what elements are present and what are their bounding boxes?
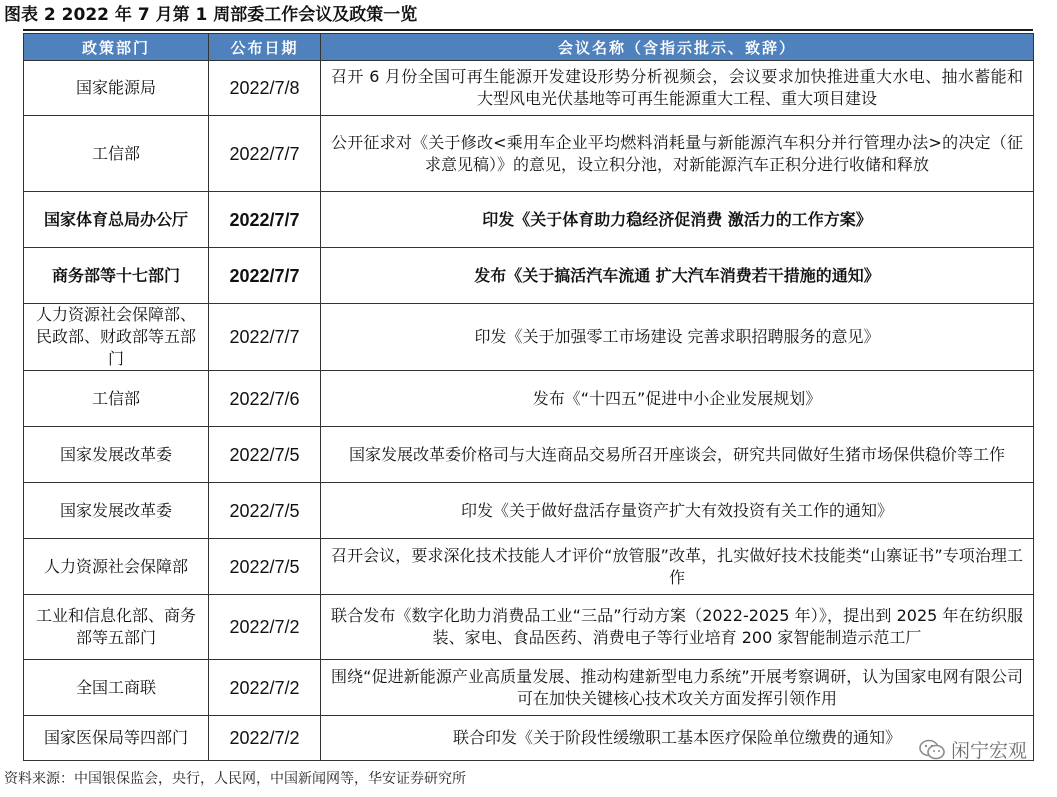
header-dept: 政策部门 (24, 34, 209, 61)
cell-content: 发布《“十四五”促进中小企业发展规划》 (321, 371, 1034, 427)
cell-content: 联合印发《关于阶段性缓缴职工基本医疗保险单位缴费的通知》 (321, 716, 1034, 761)
cell-date: 2022/7/7 (209, 304, 321, 371)
cell-content: 印发《关于体育助力稳经济促消费 激活力的工作方案》 (321, 192, 1034, 248)
table-row (24, 595, 1034, 660)
cell-content: 发布《关于搞活汽车流通 扩大汽车消费若干措施的通知》 (321, 248, 1034, 304)
policy-table (23, 33, 1034, 761)
cell-date: 2022/7/2 (209, 660, 321, 716)
cell-dept: 工信部 (24, 116, 209, 192)
header-date: 公布日期 (209, 34, 321, 61)
cell-content: 围绕“促进新能源产业高质量发展、推动构建新型电力系统”开展考察调研，认为国家电网有限公司可在加快关键核心技术攻关方面发挥引领作用 (321, 660, 1034, 716)
table-row (24, 371, 1034, 427)
cell-dept: 国家体育总局办公厅 (24, 192, 209, 248)
wechat-icon (919, 739, 945, 761)
cell-date: 2022/7/2 (209, 716, 321, 761)
table-row (24, 248, 1034, 304)
cell-date: 2022/7/7 (209, 248, 321, 304)
table-row (24, 61, 1034, 116)
cell-dept: 国家发展改革委 (24, 483, 209, 539)
cell-dept: 国家医保局等四部门 (24, 716, 209, 761)
cell-content: 公开征求对《关于修改<乘用车企业平均燃料消耗量与新能源汽车积分并行管理办法>的决定（征求意见稿）》的意见，设立积分池，对新能源汽车正积分进行收储和释放 (321, 116, 1034, 192)
table-header-row (24, 34, 1034, 61)
title-divider (23, 29, 1033, 31)
table-row (24, 116, 1034, 192)
table-row (24, 192, 1034, 248)
source-note: 资料来源：中国银保监会，央行，人民网，中国新闻网等，华安证券研究所 (4, 771, 466, 787)
cell-content: 国家发展改革委价格司与大连商品交易所召开座谈会，研究共同做好生猪市场保供稳价等工作 (321, 427, 1034, 483)
watermark (919, 736, 1027, 763)
cell-dept: 商务部等十七部门 (24, 248, 209, 304)
table-row (24, 716, 1034, 761)
cell-date: 2022/7/7 (209, 116, 321, 192)
header-content: 会议名称（含指示批示、致辞） (321, 34, 1034, 61)
cell-dept: 全国工商联 (24, 660, 209, 716)
cell-date: 2022/7/5 (209, 539, 321, 595)
cell-dept: 工业和信息化部、商务部等五部门 (24, 595, 209, 660)
cell-content: 召开 6 月份全国可再生能源开发建设形势分析视频会，会议要求加快推进重大水电、抽水蓄能和大型风电光伏基地等可再生能源重大工程、重大项目建设 (321, 61, 1034, 116)
watermark-text: 闲宁宏观 (950, 740, 1027, 762)
cell-content: 印发《关于做好盘活存量资产扩大有效投资有关工作的通知》 (321, 483, 1034, 539)
cell-dept: 国家能源局 (24, 61, 209, 116)
cell-date: 2022/7/6 (209, 371, 321, 427)
cell-dept: 人力资源社会保障部、民政部、财政部等五部门 (24, 304, 209, 371)
cell-dept: 人力资源社会保障部 (24, 539, 209, 595)
cell-date: 2022/7/5 (209, 427, 321, 483)
table-row (24, 660, 1034, 716)
cell-date: 2022/7/8 (209, 61, 321, 116)
table-row (24, 304, 1034, 371)
cell-dept: 国家发展改革委 (24, 427, 209, 483)
cell-dept: 工信部 (24, 371, 209, 427)
cell-date: 2022/7/5 (209, 483, 321, 539)
table-row (24, 427, 1034, 483)
cell-date: 2022/7/7 (209, 192, 321, 248)
table-row (24, 539, 1034, 595)
cell-date: 2022/7/2 (209, 595, 321, 660)
table-row (24, 483, 1034, 539)
cell-content: 印发《关于加强零工市场建设 完善求职招聘服务的意见》 (321, 304, 1034, 371)
page-title: 图表 2 2022 年 7 月第 1 周部委工作会议及政策一览 (4, 5, 418, 25)
cell-content: 召开会议，要求深化技术技能人才评价“放管服”改革，扎实做好技术技能类“山寨证书”专项治理工作 (321, 539, 1034, 595)
cell-content: 联合发布《数字化助力消费品工业“三品”行动方案（2022-2025 年）》，提出到 2025 年在纺织服装、家电、食品医药、消费电子等行业培育 200 家智能制造示范工厂 (321, 595, 1034, 660)
